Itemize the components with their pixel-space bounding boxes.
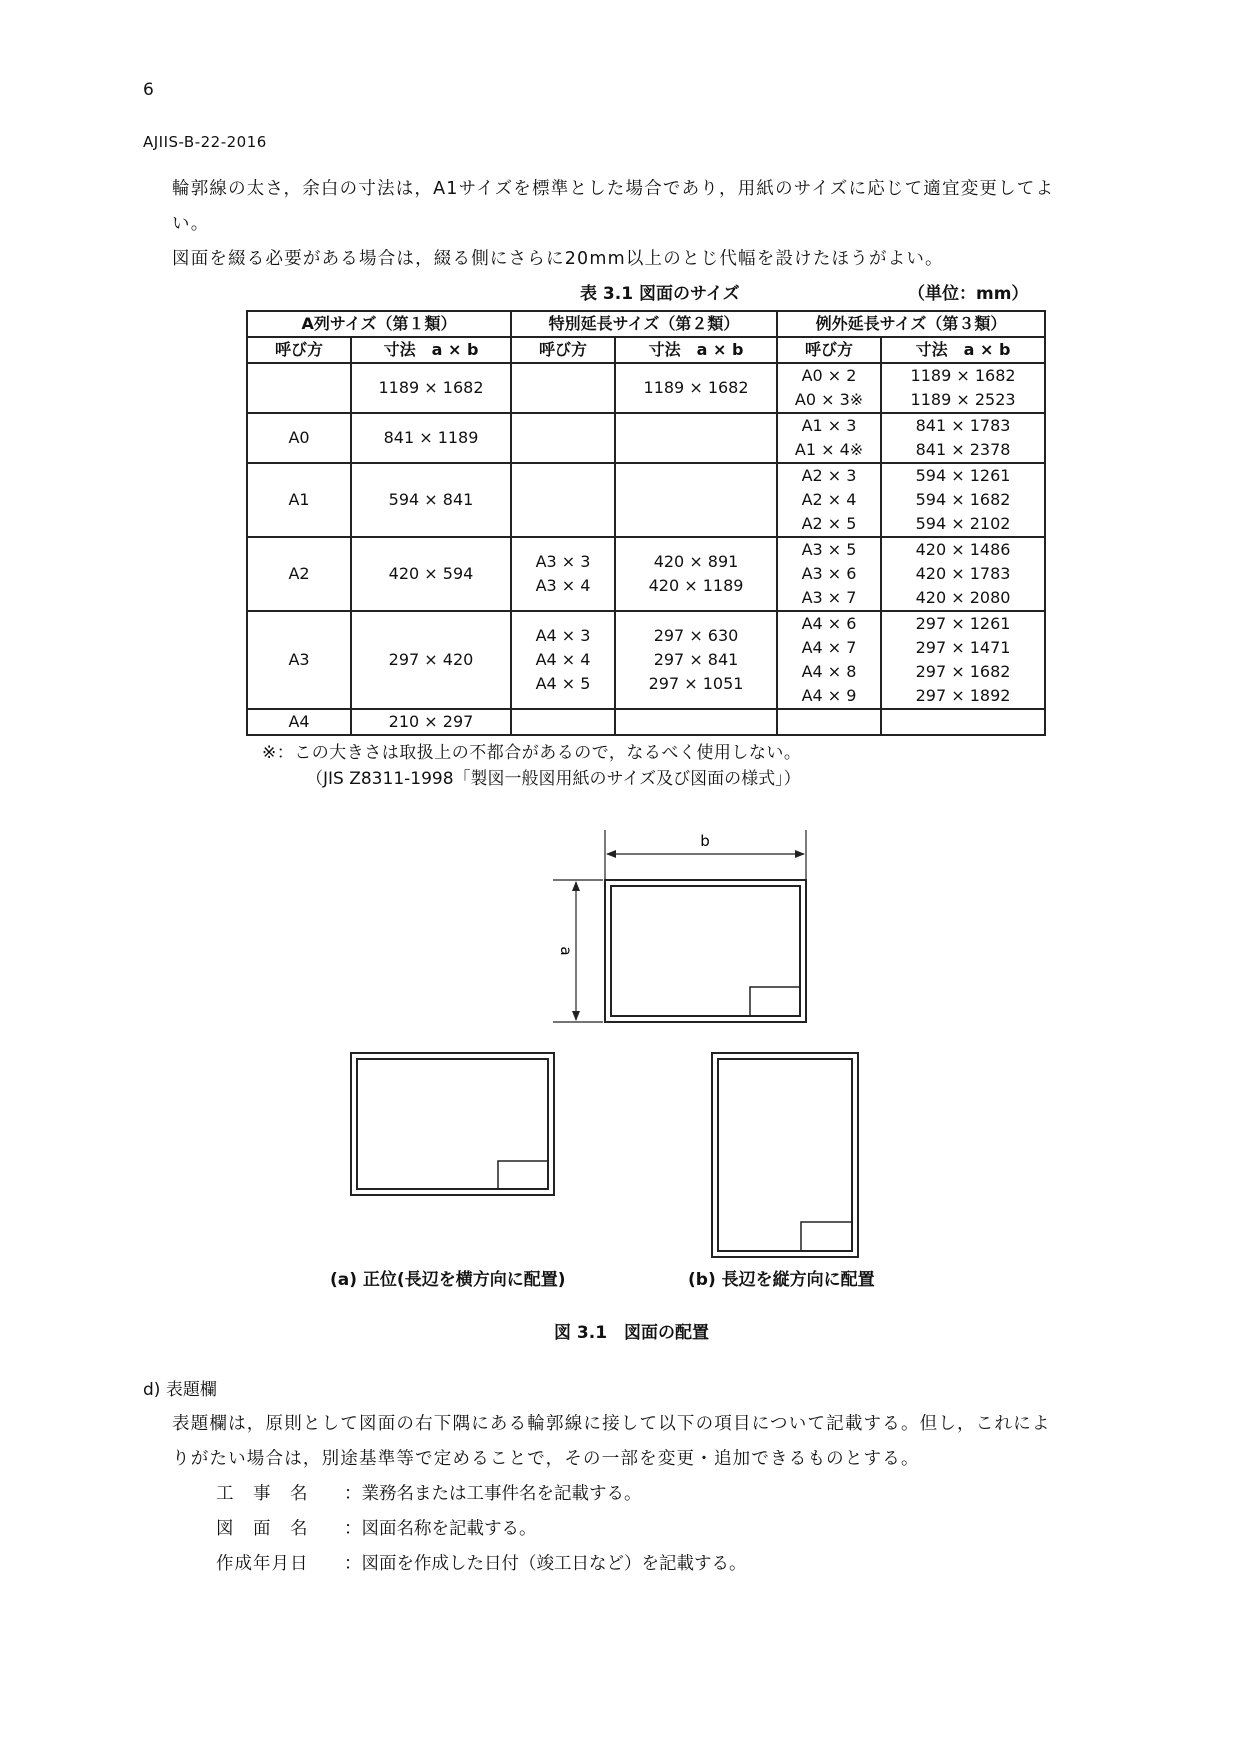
table-row xyxy=(247,463,1045,537)
title-block-item xyxy=(216,1550,747,1575)
sheet-border xyxy=(357,1059,548,1189)
item-label: 作成年月日 xyxy=(216,1554,309,1574)
sub-header-dimension: 寸法 a × b xyxy=(615,337,777,363)
exceptional-name: A4 × 9 xyxy=(801,686,857,705)
exceptional-dimension: 297 × 1892 xyxy=(915,686,1011,705)
sheet-outline xyxy=(712,1053,858,1257)
exceptional-dimension: 594 × 2102 xyxy=(915,514,1011,533)
exceptional-name: A2 × 4 xyxy=(801,490,857,509)
exceptional-name: A2 × 5 xyxy=(801,514,857,533)
exceptional-name: A2 × 3 xyxy=(801,466,857,485)
table-source: （JIS Z8311-1998「製図一般図用紙のサイズ及び図面の様式」） xyxy=(306,769,801,789)
exceptional-dimension: 594 × 1261 xyxy=(915,466,1011,485)
special-name: A4 × 5 xyxy=(535,674,591,693)
item-text: ：図面名称を記載する。 xyxy=(344,1519,537,1539)
exceptional-names xyxy=(777,363,881,413)
item-text: ：業務名または工事件名を記載する。 xyxy=(344,1484,642,1504)
a-series-name: A4 xyxy=(247,709,351,735)
exceptional-dimension: 841 × 2378 xyxy=(915,440,1011,459)
exceptional-dimension: 1189 × 2523 xyxy=(910,390,1016,409)
table-row xyxy=(247,363,1045,413)
intro-paragraph-line-1: 輪郭線の太さ，余白の寸法は，A1サイズを標準とした場合であり，用紙のサイズに応じて適宜変更してよ xyxy=(172,179,1055,199)
table-row xyxy=(247,709,1045,735)
figure-caption: 図 3.1 図面の配置 xyxy=(554,1323,710,1343)
special-dimensions xyxy=(615,611,777,709)
landscape-sheet xyxy=(351,1053,554,1195)
special-dimension: 420 × 1189 xyxy=(648,576,744,595)
exceptional-dimension: 1189 × 1682 xyxy=(910,366,1016,385)
exceptional-name: A1 × 4※ xyxy=(794,440,864,459)
special-name: A4 × 3 xyxy=(535,626,591,645)
exceptional-dimensions xyxy=(881,463,1045,537)
special-names xyxy=(511,611,615,709)
page-number: 6 xyxy=(143,80,154,100)
special-names xyxy=(511,363,615,413)
a-series-dimension: 297 × 420 xyxy=(351,611,511,709)
a-series-dimension: 420 × 594 xyxy=(351,537,511,611)
table-group-header-row xyxy=(247,311,1045,337)
special-names xyxy=(511,537,615,611)
exceptional-names xyxy=(777,413,881,463)
special-dimension: 1189 × 1682 xyxy=(643,378,749,397)
a-series-dimension: 594 × 841 xyxy=(351,463,511,537)
sub-header-dimension: 寸法 a × b xyxy=(881,337,1045,363)
label-a: a xyxy=(557,946,575,956)
table-sub-header-row xyxy=(247,337,1045,363)
a-series-name: A2 xyxy=(247,537,351,611)
group-header-a-series: A列サイズ（第１類） xyxy=(247,311,511,337)
table-row xyxy=(247,611,1045,709)
special-dimensions xyxy=(615,363,777,413)
portrait-sheet xyxy=(712,1053,858,1257)
special-names xyxy=(511,413,615,463)
special-dimension: 297 × 630 xyxy=(653,626,739,645)
table-footnote: ※：この大きさは取扱上の不都合があるので，なるべく使用しない。 xyxy=(262,743,802,763)
item-label: 工 事 名 xyxy=(216,1484,309,1504)
exceptional-dimension: 297 × 1261 xyxy=(915,614,1011,633)
a-series-name: A1 xyxy=(247,463,351,537)
special-name: A4 × 4 xyxy=(535,650,591,669)
exceptional-name: A3 × 5 xyxy=(801,540,857,559)
label-b: b xyxy=(700,832,710,850)
sub-header-dimension: 寸法 a × b xyxy=(351,337,511,363)
item-label: 図 面 名 xyxy=(216,1519,309,1539)
exceptional-name: A3 × 7 xyxy=(801,588,857,607)
section-paragraph-line-2: りがたい場合は，別途基準等で定めることで，その一部を変更・追加できるものとする。 xyxy=(172,1449,920,1469)
sub-header-name: 呼び方 xyxy=(777,337,881,363)
special-dimension: 297 × 1051 xyxy=(648,674,744,693)
group-header-special-extension: 特別延長サイズ（第２類） xyxy=(511,311,777,337)
special-dimension: 297 × 841 xyxy=(653,650,739,669)
a-series-dimension: 210 × 297 xyxy=(351,709,511,735)
table-unit: （単位：mm） xyxy=(908,284,1029,304)
a-series-dimension: 841 × 1189 xyxy=(351,413,511,463)
subfigure-caption-b: (b) 長辺を縦方向に配置 xyxy=(688,1270,875,1290)
special-name: A3 × 3 xyxy=(535,552,591,571)
exceptional-dimension: 420 × 1486 xyxy=(915,540,1011,559)
exceptional-name: A4 × 7 xyxy=(801,638,857,657)
group-header-exceptional-extension: 例外延長サイズ（第３類） xyxy=(777,311,1045,337)
title-block xyxy=(801,1222,852,1251)
exceptional-names xyxy=(777,463,881,537)
special-names xyxy=(511,463,615,537)
exceptional-name: A3 × 6 xyxy=(801,564,857,583)
a-series-name xyxy=(247,363,351,413)
title-block xyxy=(750,987,800,1016)
exceptional-names xyxy=(777,709,881,735)
exceptional-dimensions xyxy=(881,537,1045,611)
a-series-name: A0 xyxy=(247,413,351,463)
sheet-outline xyxy=(605,880,806,1022)
sub-header-name: 呼び方 xyxy=(511,337,615,363)
title-block-item xyxy=(216,1480,642,1505)
section-heading: d) 表題欄 xyxy=(143,1380,217,1400)
title-block-item xyxy=(216,1515,537,1540)
paper-size-table xyxy=(246,310,1046,736)
special-dimensions xyxy=(615,537,777,611)
exceptional-dimension: 420 × 2080 xyxy=(915,588,1011,607)
exceptional-names xyxy=(777,537,881,611)
special-names xyxy=(511,709,615,735)
document-code: AJIIS-B-22-2016 xyxy=(143,133,267,151)
a-series-dimension: 1189 × 1682 xyxy=(351,363,511,413)
exceptional-names xyxy=(777,611,881,709)
table-caption: 表 3.1 図面のサイズ xyxy=(580,284,740,304)
sub-header-name: 呼び方 xyxy=(247,337,351,363)
exceptional-name: A4 × 8 xyxy=(801,662,857,681)
title-block xyxy=(498,1161,548,1189)
table-row xyxy=(247,413,1045,463)
exceptional-dimension: 297 × 1471 xyxy=(915,638,1011,657)
exceptional-dimensions xyxy=(881,413,1045,463)
special-dimensions xyxy=(615,413,777,463)
exceptional-dimension: 420 × 1783 xyxy=(915,564,1011,583)
exceptional-name: A4 × 6 xyxy=(801,614,857,633)
exceptional-dimension: 841 × 1783 xyxy=(915,416,1011,435)
a-series-name: A3 xyxy=(247,611,351,709)
item-text: ：図面を作成した日付（竣工日など）を記載する。 xyxy=(344,1554,747,1574)
section-paragraph-line-1: 表題欄は，原則として図面の右下隅にある輪郭線に接して以下の項目について記載する。但し，これによ xyxy=(172,1414,1051,1434)
dimension-sheet xyxy=(553,830,806,1022)
exceptional-dimensions xyxy=(881,709,1045,735)
exceptional-name: A0 × 3※ xyxy=(794,390,864,409)
exceptional-dimension: 594 × 1682 xyxy=(915,490,1011,509)
special-dimensions xyxy=(615,709,777,735)
sheet-border xyxy=(611,886,800,1016)
drawing-layout-figure xyxy=(0,820,1241,1260)
special-dimension: 420 × 891 xyxy=(653,552,739,571)
sheet-outline xyxy=(351,1053,554,1195)
exceptional-dimension: 297 × 1682 xyxy=(915,662,1011,681)
special-dimensions xyxy=(615,463,777,537)
subfigure-caption-a: (a) 正位(長辺を横方向に配置) xyxy=(330,1270,566,1290)
exceptional-dimensions xyxy=(881,363,1045,413)
intro-paragraph-2: 図面を綴る必要がある場合は，綴る側にさらに20mm以上のとじ代幅を設けたほうがよい。 xyxy=(172,249,944,269)
intro-paragraph-line-2: い。 xyxy=(172,214,210,234)
exceptional-name: A1 × 3 xyxy=(801,416,857,435)
table-row xyxy=(247,537,1045,611)
special-name: A3 × 4 xyxy=(535,576,591,595)
exceptional-dimensions xyxy=(881,611,1045,709)
exceptional-name: A0 × 2 xyxy=(801,366,857,385)
